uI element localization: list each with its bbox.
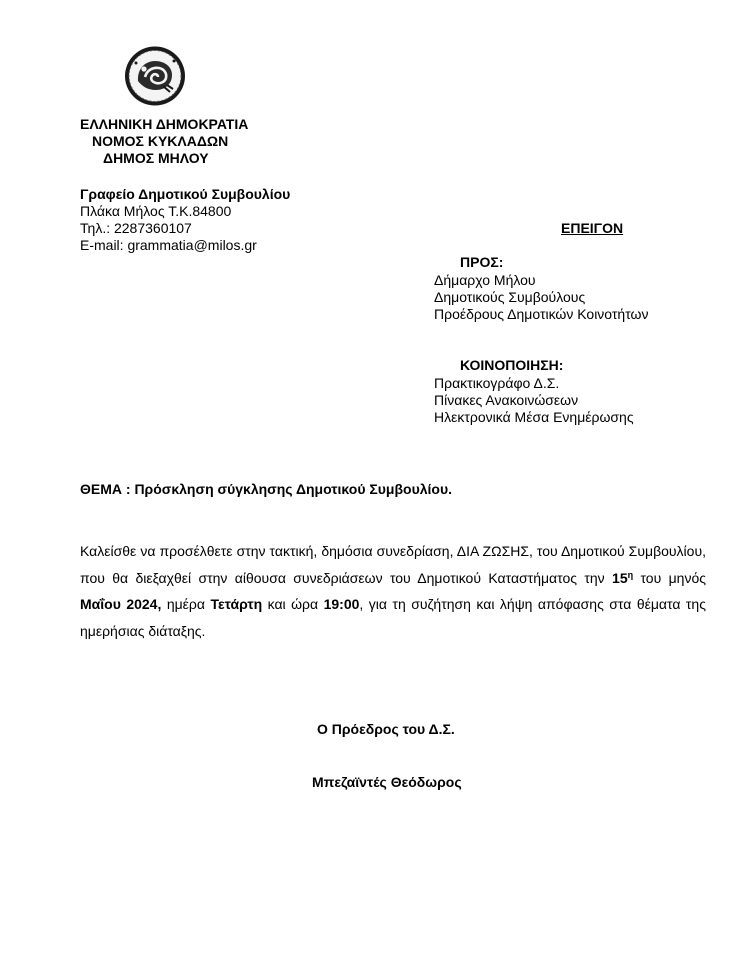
recipient-item: Προέδρους Δημοτικών Κοινοτήτων: [434, 306, 649, 322]
header-country: ΕΛΛΗΝΙΚΗ ΔΗΜΟΚΡΑΤΙΑ: [80, 116, 249, 132]
recipient-item: Δημοτικούς Συμβούλους: [434, 289, 586, 305]
notification-heading: ΚΟΙΝΟΠΟΙΗΣΗ:: [460, 357, 564, 373]
notification-item: Πρακτικογράφο Δ.Σ.: [434, 375, 560, 391]
body-text: ημέρα: [161, 596, 211, 612]
notification-item: Ηλεκτρονικά Μέσα Ενημέρωσης: [434, 409, 634, 425]
body-time: 19:00: [323, 596, 360, 612]
subject-line: ΘΕΜΑ : Πρόσκληση σύγκλησης Δημοτικού Συμβουλίου.: [80, 481, 452, 497]
body-day-suffix: η: [627, 569, 634, 580]
recipient-item: Δήμαρχο Μήλου: [434, 272, 536, 288]
office-phone: Τηλ.: 2287360107: [80, 220, 192, 236]
urgency-label: ΕΠΕΙΓΟΝ: [561, 220, 624, 236]
office-name: Γραφείο Δημοτικού Συμβουλίου: [80, 186, 291, 202]
notification-item: Πίνακες Ανακοινώσεων: [434, 392, 579, 408]
office-address: Πλάκα Μήλος Τ.Κ.84800: [80, 203, 232, 219]
body-weekday: Τετάρτη: [210, 596, 263, 612]
recipients-heading: ΠΡΟΣ:: [460, 254, 504, 270]
header-prefecture: ΝΟΜΟΣ ΚΥΚΛΑΔΩΝ: [92, 133, 229, 149]
body-text: , για τη συζήτηση και λήψη απόφασης στα θέματα της ημερήσιας διάταξης.: [80, 596, 706, 639]
body-day-number: 15: [612, 569, 628, 586]
body-text: του μηνός: [633, 569, 706, 586]
municipality-seal-logo: [123, 45, 187, 107]
office-email: E-mail: grammatia@milos.gr: [80, 237, 257, 253]
signature-name: Μπεζαϊντές Θεόδωρος: [312, 774, 462, 790]
body-text: και ώρα: [262, 596, 324, 612]
body-month-year: Μαΐου 2024,: [80, 596, 162, 612]
body-paragraph: [80, 538, 706, 644]
signature-title: Ο Πρόεδρος του Δ.Σ.: [317, 721, 455, 737]
header-municipality: ΔΗΜΟΣ ΜΗΛΟΥ: [103, 150, 209, 166]
body-text: Καλείσθε να προσέλθετε στην τακτική, δημόσια συνεδρίαση, ΔΙΑ ΖΩΣΗΣ, του Δημοτικού Συμβουλίου, που θα διεξαχθεί στην αίθουσα συνεδριάσεων του Δημοτικού Καταστήματος την: [80, 543, 706, 586]
